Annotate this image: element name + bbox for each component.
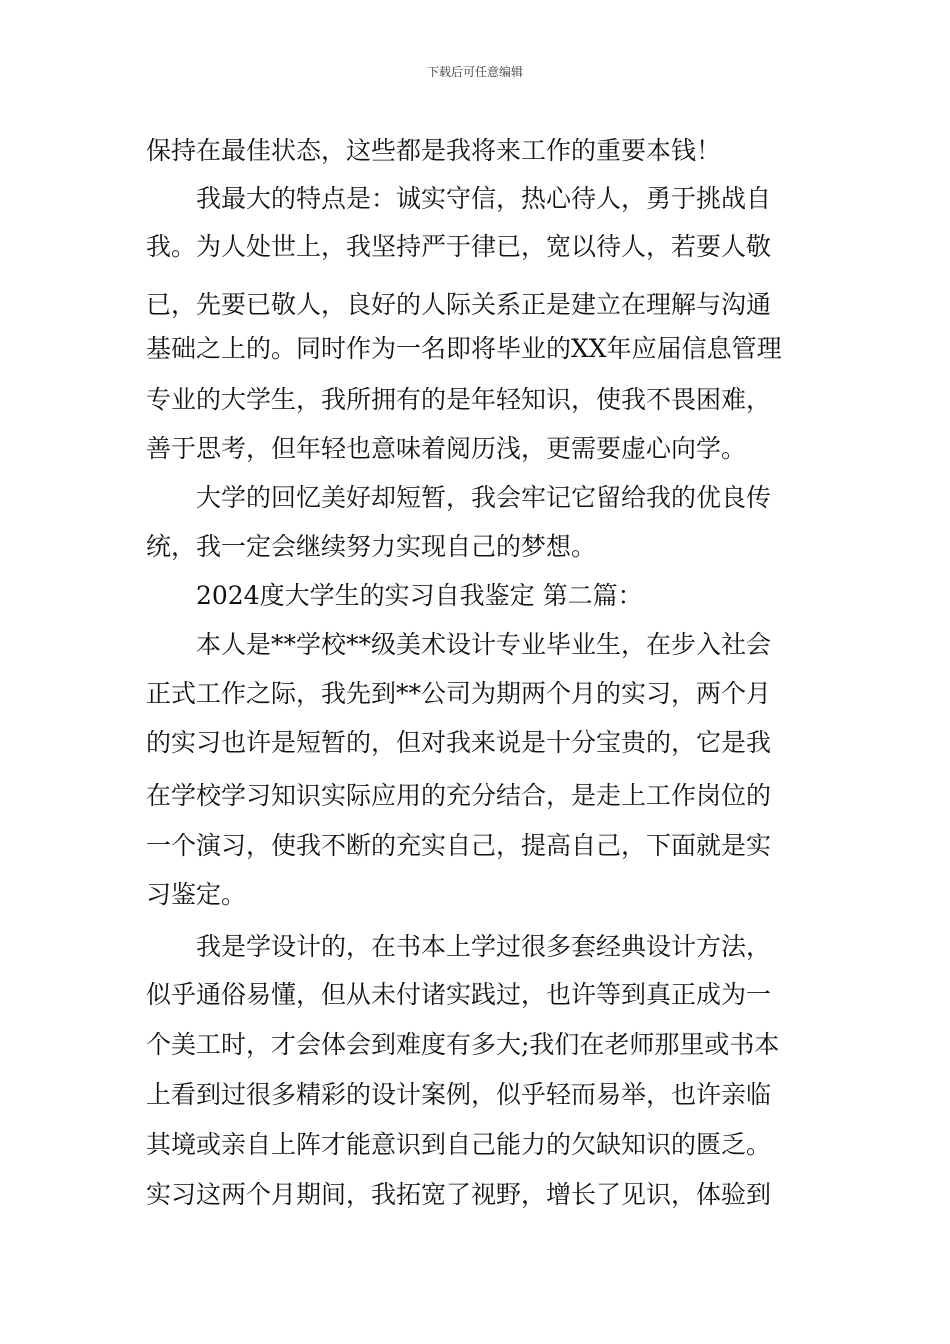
text-line: 统，我一定会继续努力实现自己的梦想。 — [146, 532, 597, 561]
text-line: 一个演习，使我不断的充实自己，提高自己，下面就是实 — [146, 831, 772, 860]
text-line: 基础之上的。同时作为一名即将毕业的XX年应届信息管理 — [146, 334, 782, 363]
text-line: 似乎通俗易懂，但从未付诸实践过，也许等到真正成为一 — [146, 980, 772, 1009]
text-line: 我最大的特点是：诚实守信，热心待人，勇于挑战自 — [146, 184, 772, 213]
text-line: 实习这两个月期间，我拓宽了视野，增长了见识，体验到 — [146, 1180, 772, 1209]
section-heading: 2024度大学生的实习自我鉴定 第二篇： — [146, 581, 643, 610]
text-line: 本人是**学校**级美术设计专业毕业生，在步入社会 — [146, 630, 772, 659]
text-line: 我。为人处世上，我坚持严于律已，宽以待人，若要人敬 — [146, 232, 772, 261]
text-line: 的实习也许是短暂的，但对我来说是十分宝贵的，它是我 — [146, 728, 772, 757]
text-line: 在学校学习知识实际应用的充分结合，是走上工作岗位的 — [146, 781, 772, 810]
text-line: 我是学设计的，在书本上学过很多套经典设计方法， — [146, 932, 772, 961]
text-line: 上看到过很多精彩的设计案例，似乎轻而易举，也许亲临 — [146, 1080, 772, 1109]
text-line: 已，先要已敬人，良好的人际关系正是建立在理解与沟通 — [146, 290, 772, 319]
text-line: 正式工作之际，我先到**公司为期两个月的实习，两个月 — [146, 679, 772, 708]
text-line: 习鉴定。 — [146, 880, 247, 909]
text-line: 保持在最佳状态，这些都是我将来工作的重要本钱！ — [146, 136, 722, 165]
page-header: 下载后可任意编辑 — [426, 65, 523, 79]
text-line: 专业的大学生，我所拥有的是年轻知识，使我不畏困难， — [146, 385, 772, 414]
text-line: 其境或亲自上阵才能意识到自己能力的欠缺知识的匮乏。 — [146, 1130, 772, 1159]
text-line: 个美工时，才会体会到难度有多大;我们在老师那里或书本 — [146, 1030, 780, 1059]
text-line: 善于思考，但年轻也意味着阅历浅，更需要虚心向学。 — [146, 434, 747, 463]
text-line: 大学的回忆美好却短暂，我会牢记它留给我的优良传 — [146, 483, 772, 512]
